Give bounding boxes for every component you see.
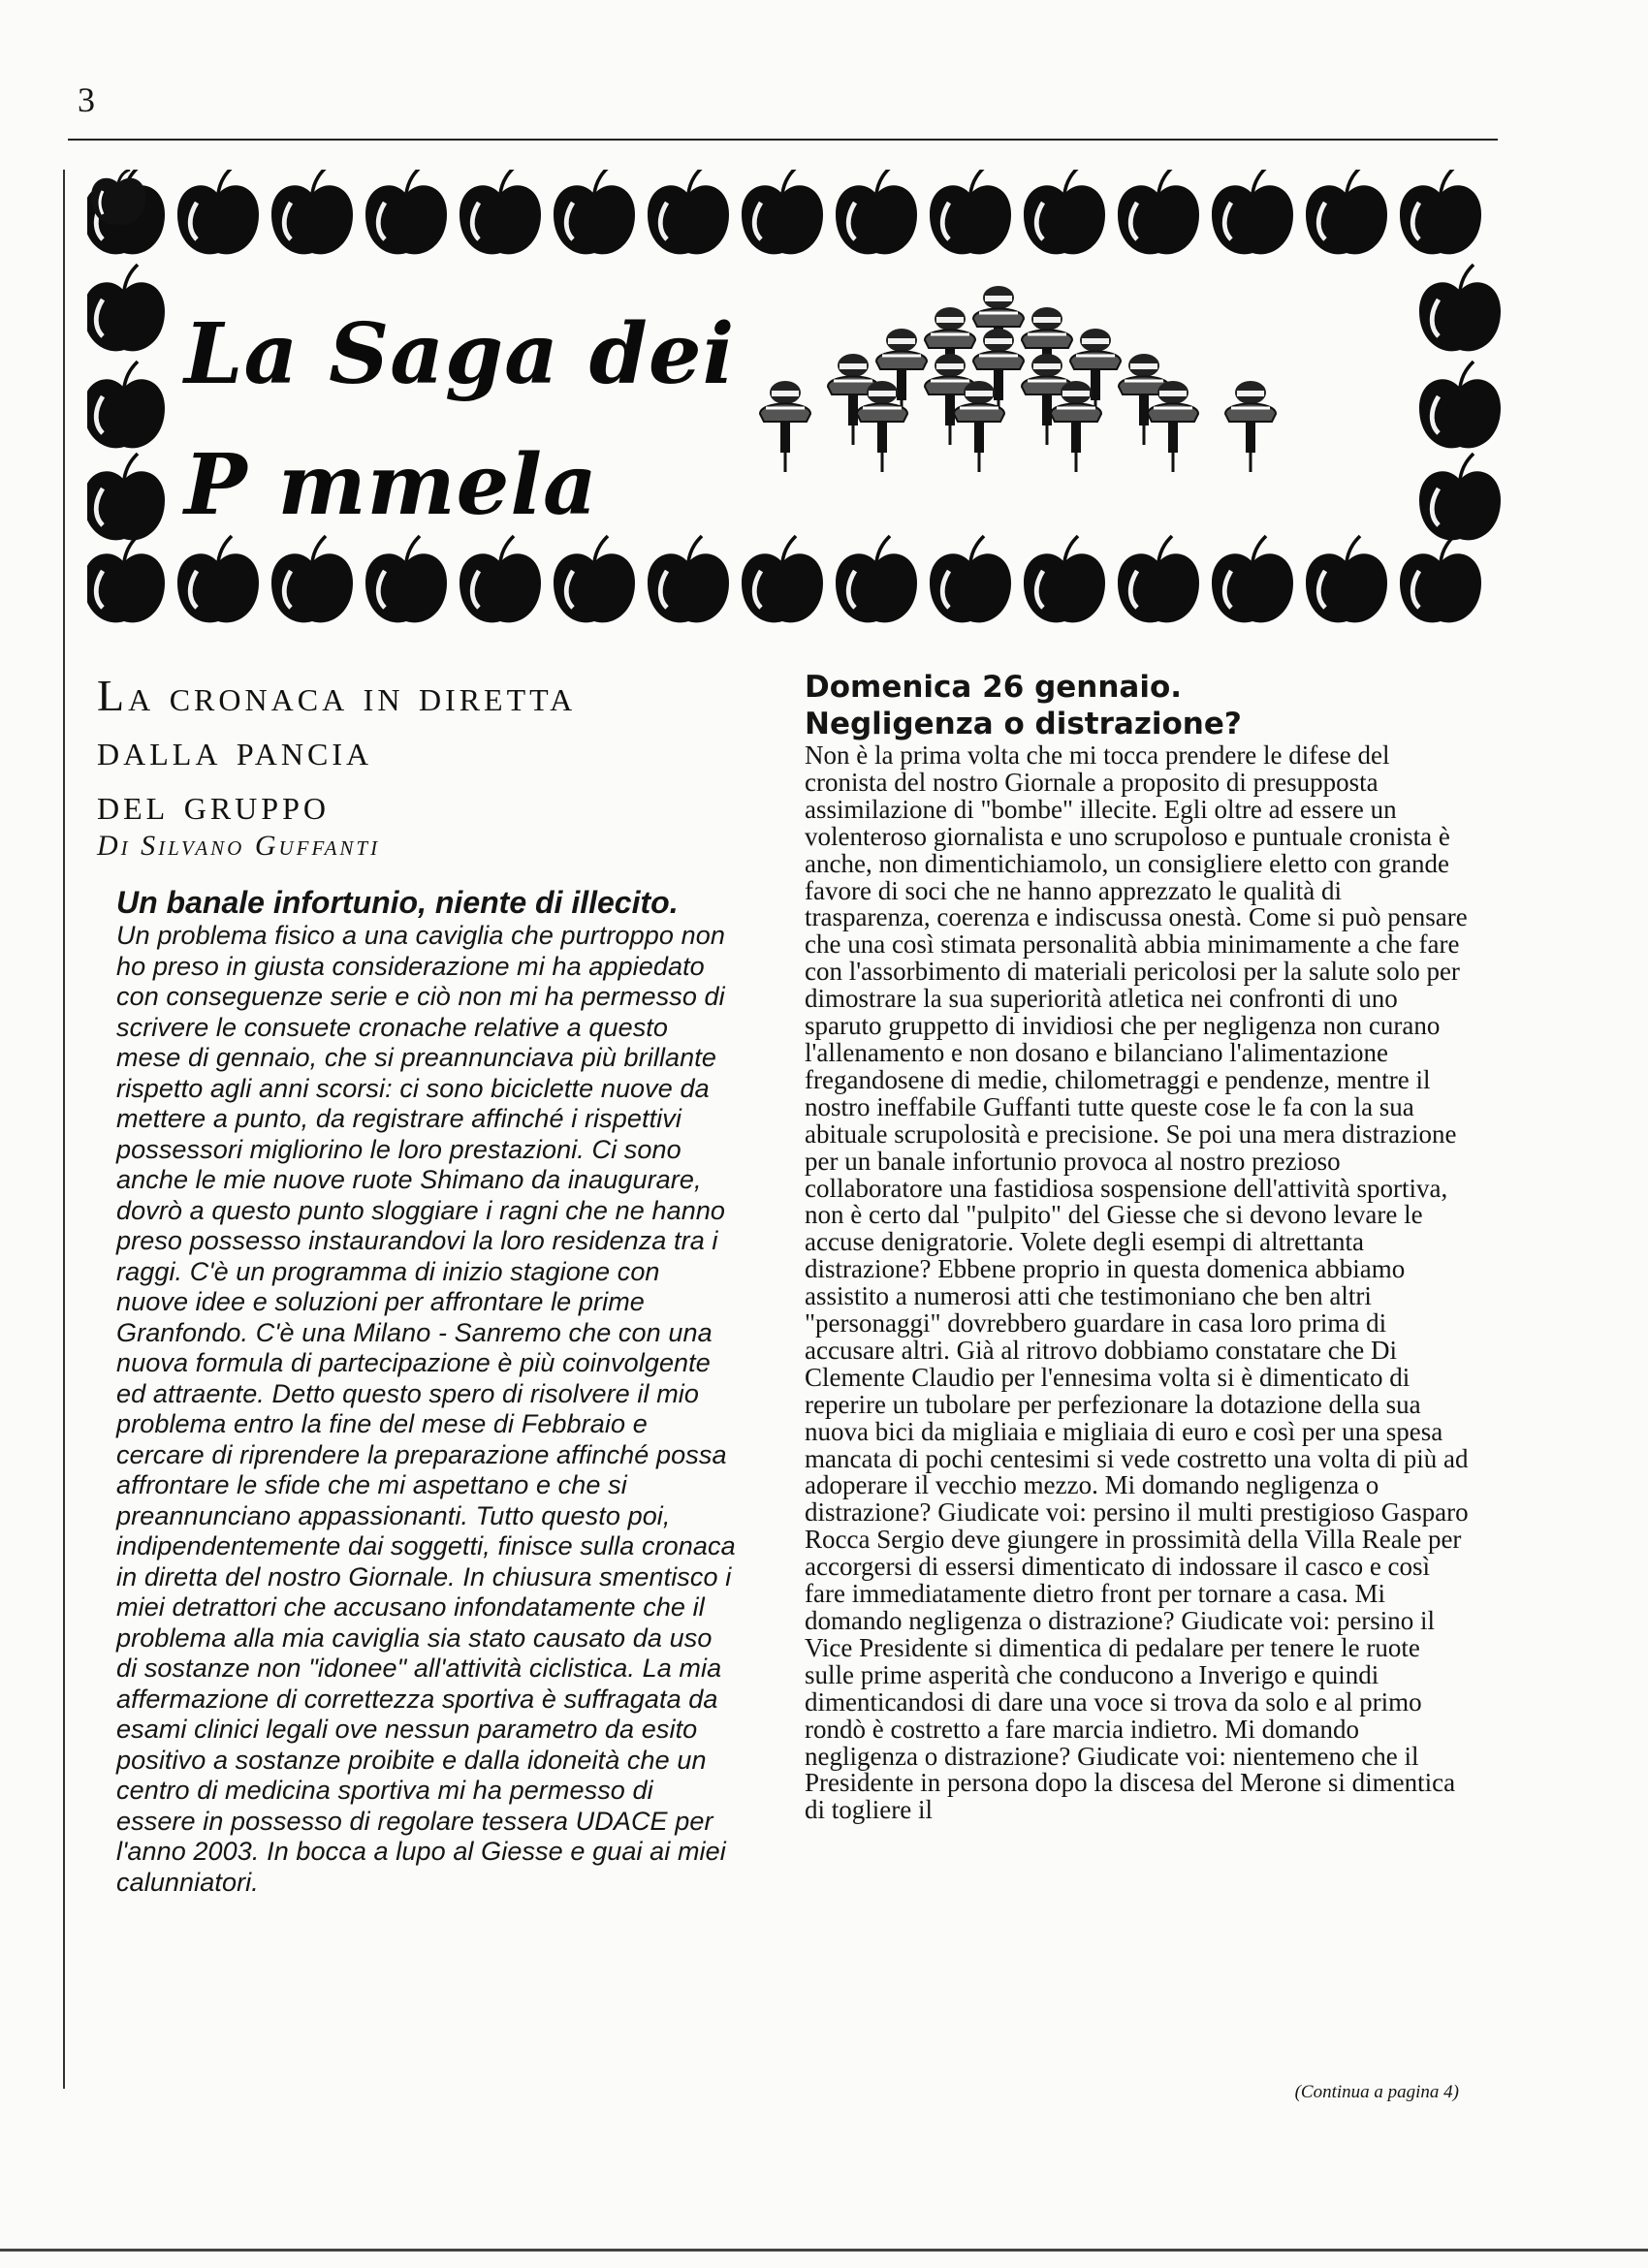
apple-icon [177,536,259,622]
apple-icon [87,170,149,230]
apple-icon [177,170,259,254]
apple-icon [1400,170,1481,254]
right-subheading-line1: Domenica 26 gennaio. [805,670,1183,705]
apple-icon [87,265,165,351]
apple-icon [460,170,541,254]
apple-icon [930,170,1011,254]
left-subheading: Un banale infortunio, niente di illecito. [116,885,679,920]
apple-icon [1306,536,1387,622]
article-heading [97,669,717,863]
bottom-divider [0,2249,1648,2252]
right-subheading-line2: Negligenza o distrazione? [805,707,1242,741]
cyclists-peloton-icon [727,276,1299,499]
banner-title-line1: La Saga dei [184,305,736,403]
continued-note: (Continua a pagina 4) [1294,2082,1459,2102]
apple-icon [554,536,635,622]
page-number: 3 [78,80,95,119]
apple-icon [87,362,165,448]
apple-icon [648,536,729,622]
apple-icon [742,170,823,254]
apple-icon [1419,362,1501,448]
right-body-text: Non è la prima volta che mi tocca prendere le difese del cronista del nostro Giornale a proposito di presupposta assimilazione di "bombe" illecite. Egli oltre ad essere un volenteroso giornalista e uno scrupoloso e puntuale cronista è anche, non dimentichiamolo, un consigliere eletto con grande favore di soci che ne hanno apprezzato le qualità di trasparenza, coerenza e indiscussa onestà. Come si può pensare che una così stimata personalità abbia minimamente a che fare con l'assorbimento di materiali pericolosi per la salute solo per dimostrare la sua superiorità atletica nei confronti di uno sparuto gruppetto di invidiosi che per negligenza non curano l'allenamento e non dosano e bilanciano l'alimentazione fregandosene di medie, chilometraggi e pendenze, mentre il nostro ineffabile Guffanti tutte queste cose le fa con la sua abituale scrupolosità e precisione. Se poi una mera distrazione per un banale infortunio provoca al nostro prezioso collaboratore una fastidiosa sospensione dell'attività sportiva, non è certo dal "pulpito" del Giesse che si devono levare le accuse denigratorie. Volete degli esempi di altrettanta distrazione? Ebbene proprio in questa domenica abbiamo assistito a numerosi atti che testimoniano che ben altri "personaggi" dovrebbero guardare in casa loro prima di accusare altri. Già al ritrovo dobbiamo constatare che Di Clemente Claudio per l'ennesima volta si è dimenticato di reperire un tubolare per perfezionare la dotazione della sua nuova bici da migliaia e migliaia di euro e così per una spesa mancata di pochi centesimi si vede costretto una volta di più ad adoperare il vecchio mezzo. Mi domando negligenza o distrazione? Giudicate voi: persino il multi prestigioso Gasparo Rocca Sergio deve giungere in prossimità della Villa Reale per accorgersi di essersi dimenticato di indossare il casco e così fare immediatamente dietro front per tornare a casa. Mi domando negligenza o distrazione? Giudicate voi: persino il Vice Presidente si dimentica di pedalare per tenere le ruote sulle prime asperità che conducono a Inverigo e quindi dimenticandosi di dare una voce si trova da solo e al primo rondò è costretto a fare marcia indietro. Mi domando negligenza o distrazione? Giudicate voi: nientemeno che il Presidente in persona dopo la discesa del Merone si dimentica di togliere il [805,740,1469,1825]
apple-icon [87,454,165,540]
apple-icon [365,170,447,254]
right-column [805,669,1474,1824]
apple-icon [460,536,541,622]
apple-icon [742,536,823,622]
apple-icon [271,536,353,622]
byline: Di Silvano Guffanti [97,830,381,862]
heading-line-1: La cronaca in diretta [97,671,577,720]
apple-icon [87,536,165,622]
apple-icon [271,170,353,254]
apple-icon [836,536,917,622]
apple-icon [1024,536,1105,622]
left-column [116,882,737,1898]
apple-icon [648,170,729,254]
left-body-text: Un problema fisico a una caviglia che purtroppo non ho preso in giusta considerazione mi ha appiedato con conseguenze serie e ciò non mi ha permesso di scrivere le consuete cronache relative a questo mese di gennaio, che si preannunciava più brillante rispetto agli anni scorsi: ci sono biciclette nuove da mettere a punto, da registrare affinché i rispettivi possessori migliorino le loro prestazioni. Ci sono anche le mie nuove ruote Shimano da inaugurare, dovrò a questo punto sloggiare i ragni che ne hanno preso possesso instaurandovi la loro residenza tra i raggi. C'è un programma di inizio stagione con nuove idee e soluzioni per affrontare le prime Granfondo. C'è una Milano - Sanremo che con una nuova formula di partecipazione è più coinvolgente ed attraente. Detto questo spero di risolvere il mio problema entro la fine del mese di Febbraio e cercare di riprendere la preparazione affinché possa affrontare le sfide che mi aspettano e che si preannunciano appassionanti. Tutto questo poi, indipendentemente dai soggetti, finisce sulla cronaca in diretta del nostro Giornale. In chiusura smentisco i miei detrattori che accusano infondatamente che il problema alla mia caviglia sia stato causato da uso di sostanze non "idonee" all'attività ciclistica. La mia affermazione di correttezza sportiva è suffragata da esami clinici legali ove nessun parametro da esito positivo a sostanze proibite e dalla idoneità che un centro di medicina sportiva mi ha permesso di essere in possesso di regolare tessera UDACE per l'anno 2003. In bocca a lupo al Giesse e guai ai miei calunniatori. [116,921,736,1897]
banner-apple-frame [87,170,1503,635]
heading-line-3: del gruppo [97,779,330,829]
apple-icon [1212,170,1293,254]
apple-icon [1024,170,1105,254]
apple-icon [836,170,917,254]
apple-icon [1118,536,1199,622]
cyclist-icon [1225,381,1276,472]
apple-icon [930,536,1011,622]
apple-icon [554,170,635,254]
apple-icon [1419,265,1501,351]
apple-icon [1118,170,1199,254]
top-divider [68,139,1498,141]
apple-icon [365,536,447,622]
apple-icon [1419,454,1501,540]
left-margin-line [63,170,65,2089]
banner-title-line2: P mmela [184,436,598,534]
heading-line-2: dalla pancia [97,725,373,774]
cyclist-icon [760,381,810,472]
apple-icon [1212,536,1293,622]
apple-icon [1400,536,1481,622]
apple-icon [1306,170,1387,254]
